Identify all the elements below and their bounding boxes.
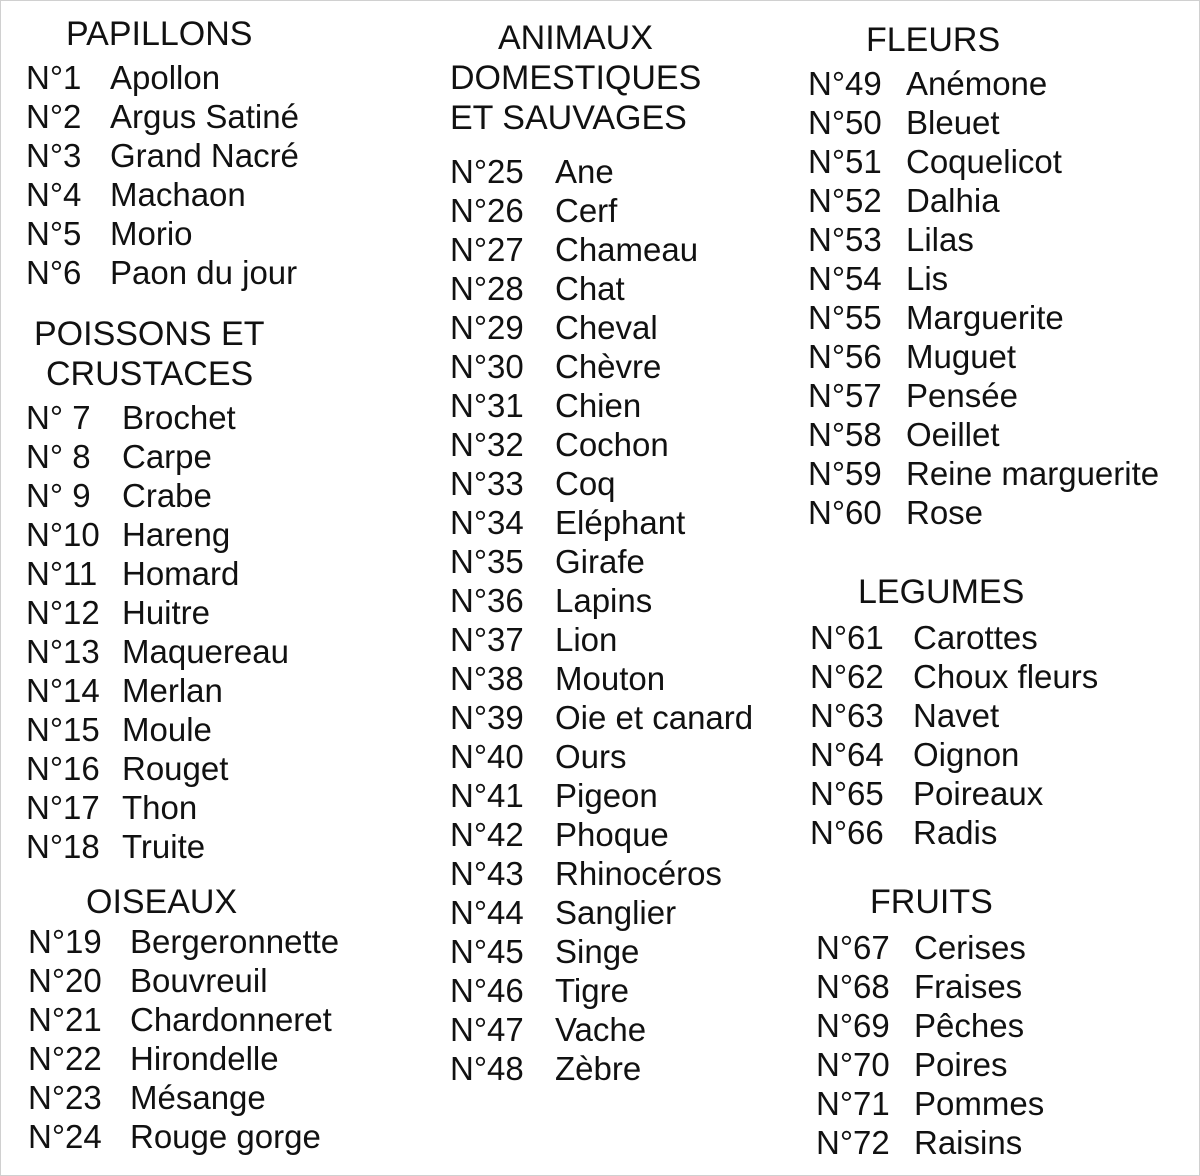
item-name: Muguet xyxy=(906,338,1017,375)
item-name: Brochet xyxy=(122,399,236,436)
list-item xyxy=(808,376,1159,415)
list-item xyxy=(450,932,753,971)
list-item xyxy=(816,1006,1044,1045)
item-name: Reine marguerite xyxy=(906,455,1160,492)
list-item xyxy=(450,698,753,737)
item-name: Lion xyxy=(555,621,618,658)
section-fruits xyxy=(816,882,1044,1162)
item-number: N°29 xyxy=(450,309,524,346)
item-name: Carpe xyxy=(122,438,212,475)
item-name: Fraises xyxy=(914,968,1023,1005)
list-item xyxy=(26,253,299,292)
item-number: N°1 xyxy=(26,59,82,96)
list-item xyxy=(26,749,289,788)
list-item xyxy=(808,220,1159,259)
section-heading-line2: DOMESTIQUES xyxy=(450,59,702,97)
list-item xyxy=(26,515,289,554)
item-number: N°16 xyxy=(26,750,100,787)
item-number: N°65 xyxy=(810,775,884,812)
list-item xyxy=(28,1117,339,1156)
item-name: Bouvreuil xyxy=(130,962,268,999)
list-item xyxy=(26,175,299,214)
section-heading-line1: POISSONS ET xyxy=(34,315,265,353)
list-item xyxy=(450,776,753,815)
item-number: N°53 xyxy=(808,221,882,258)
list-item xyxy=(450,386,753,425)
list-item xyxy=(26,398,289,437)
item-name: Vache xyxy=(555,1011,647,1048)
item-number: N°40 xyxy=(450,738,524,775)
list-item xyxy=(26,437,289,476)
item-name: Oeillet xyxy=(906,416,1000,453)
section-oiseaux xyxy=(28,882,339,1156)
list-item xyxy=(450,347,753,386)
item-name: Rouget xyxy=(122,750,229,787)
item-number: N°64 xyxy=(810,736,884,773)
item-name: Paon du jour xyxy=(110,254,298,291)
section-fleurs xyxy=(808,20,1159,532)
section-heading: FLEURS xyxy=(866,21,1001,59)
item-number: N°23 xyxy=(28,1079,102,1116)
item-number: N°39 xyxy=(450,699,524,736)
section-heading-line1: ANIMAUX xyxy=(498,19,653,57)
item-name: Apollon xyxy=(110,59,221,96)
item-number: N°46 xyxy=(450,972,524,1009)
item-number: N°12 xyxy=(26,594,100,631)
section-poissons-crustaces xyxy=(26,314,289,866)
list-item xyxy=(450,815,753,854)
list-item xyxy=(28,961,339,1000)
list-item xyxy=(810,657,1098,696)
list-item xyxy=(450,1049,753,1088)
item-number: N°24 xyxy=(28,1118,102,1155)
item-number: N°57 xyxy=(808,377,882,414)
list-item xyxy=(450,464,753,503)
item-number: N°54 xyxy=(808,260,882,297)
item-name: Carottes xyxy=(913,619,1038,656)
item-name: Dalhia xyxy=(906,182,1000,219)
item-number: N°68 xyxy=(816,968,890,1005)
item-number: N°47 xyxy=(450,1011,524,1048)
item-number: N°55 xyxy=(808,299,882,336)
item-name: Argus Satiné xyxy=(110,98,299,135)
item-number: N°30 xyxy=(450,348,524,385)
list-item xyxy=(450,425,753,464)
list-item xyxy=(26,214,299,253)
item-number: N°51 xyxy=(808,143,882,180)
item-number: N°49 xyxy=(808,65,882,102)
item-number: N°67 xyxy=(816,929,890,966)
list-item xyxy=(808,103,1159,142)
item-name: Singe xyxy=(555,933,640,970)
item-name: Moule xyxy=(122,711,212,748)
item-list xyxy=(450,152,753,1088)
item-name: Mouton xyxy=(555,660,666,697)
item-name: Rose xyxy=(906,494,984,531)
item-name: Mésange xyxy=(130,1079,266,1116)
item-number: N°72 xyxy=(816,1124,890,1161)
item-number: N°28 xyxy=(450,270,524,307)
item-number: N°34 xyxy=(450,504,524,541)
list-item xyxy=(808,454,1159,493)
item-name: Chien xyxy=(555,387,642,424)
section-heading: PAPILLONS xyxy=(66,15,253,53)
list-item xyxy=(26,710,289,749)
item-number: N°15 xyxy=(26,711,100,748)
section-heading-line2: CRUSTACES xyxy=(46,355,254,393)
item-number: N°14 xyxy=(26,672,100,709)
item-name: Navet xyxy=(913,697,1000,734)
item-name: Chèvre xyxy=(555,348,662,385)
section-heading: OISEAUX xyxy=(86,883,238,921)
list-item xyxy=(816,967,1044,1006)
item-number: N°27 xyxy=(450,231,524,268)
item-number: N°41 xyxy=(450,777,524,814)
list-item xyxy=(26,97,299,136)
item-name: Lapins xyxy=(555,582,653,619)
item-name: Marguerite xyxy=(906,299,1064,336)
item-name: Machaon xyxy=(110,176,246,213)
list-item xyxy=(450,542,753,581)
item-number: N°25 xyxy=(450,153,524,190)
list-item xyxy=(450,893,753,932)
item-name: Bergeronnette xyxy=(130,923,340,960)
item-name: Hirondelle xyxy=(130,1040,279,1077)
item-number: N°4 xyxy=(26,176,82,213)
item-number: N°38 xyxy=(450,660,524,697)
item-number: N°42 xyxy=(450,816,524,853)
item-name: Ane xyxy=(555,153,614,190)
item-number: N°21 xyxy=(28,1001,102,1038)
item-number: N°6 xyxy=(26,254,82,291)
list-item xyxy=(810,774,1098,813)
item-name: Tigre xyxy=(555,972,629,1009)
item-number: N°3 xyxy=(26,137,82,174)
item-number: N°44 xyxy=(450,894,524,931)
item-name: Lis xyxy=(906,260,949,297)
list-item xyxy=(810,813,1098,852)
item-number: N°69 xyxy=(816,1007,890,1044)
list-item xyxy=(450,269,753,308)
list-item xyxy=(808,298,1159,337)
item-name: Lilas xyxy=(906,221,974,258)
item-number: N°10 xyxy=(26,516,100,553)
item-name: Cheval xyxy=(555,309,658,346)
item-name: Thon xyxy=(122,789,198,826)
item-name: Hareng xyxy=(122,516,231,553)
item-name: Chardonneret xyxy=(130,1001,332,1038)
item-name: Rouge gorge xyxy=(130,1118,321,1155)
list-item xyxy=(808,259,1159,298)
section-papillons xyxy=(26,14,299,292)
section-heading-line3: ET SAUVAGES xyxy=(450,99,687,137)
list-item xyxy=(450,191,753,230)
item-number: N° 8 xyxy=(26,438,91,475)
item-name: Eléphant xyxy=(555,504,686,541)
list-item xyxy=(26,58,299,97)
item-name: Chameau xyxy=(555,231,699,268)
item-name: Raisins xyxy=(914,1124,1023,1161)
list-item xyxy=(808,493,1159,532)
section-heading: FRUITS xyxy=(870,883,993,921)
item-number: N°56 xyxy=(808,338,882,375)
item-name: Morio xyxy=(110,215,193,252)
list-item xyxy=(808,415,1159,454)
item-number: N°60 xyxy=(808,494,882,531)
item-name: Cerf xyxy=(555,192,618,229)
item-name: Maquereau xyxy=(122,633,289,670)
list-item xyxy=(808,181,1159,220)
item-number: N°37 xyxy=(450,621,524,658)
list-item xyxy=(28,922,339,961)
item-name: Phoque xyxy=(555,816,669,853)
list-item xyxy=(26,136,299,175)
item-number: N°48 xyxy=(450,1050,524,1087)
item-number: N°18 xyxy=(26,828,100,865)
item-name: Coquelicot xyxy=(906,143,1062,180)
item-number: N°66 xyxy=(810,814,884,851)
list-item xyxy=(810,618,1098,657)
item-number: N°32 xyxy=(450,426,524,463)
item-name: Huitre xyxy=(122,594,211,631)
list-item xyxy=(450,659,753,698)
section-animaux xyxy=(450,18,753,1088)
item-name: Cerises xyxy=(914,929,1026,966)
list-item xyxy=(810,735,1098,774)
item-name: Merlan xyxy=(122,672,223,709)
item-number: N°17 xyxy=(26,789,100,826)
item-name: Radis xyxy=(913,814,998,851)
section-legumes xyxy=(810,572,1098,852)
list-item xyxy=(816,1045,1044,1084)
item-name: Coq xyxy=(555,465,616,502)
list-item xyxy=(810,696,1098,735)
item-number: N°13 xyxy=(26,633,100,670)
list-item xyxy=(450,737,753,776)
list-item xyxy=(450,230,753,269)
item-number: N°26 xyxy=(450,192,524,229)
list-item xyxy=(808,337,1159,376)
item-number: N°71 xyxy=(816,1085,890,1122)
item-name: Pigeon xyxy=(555,777,658,814)
item-name: Oie et canard xyxy=(555,699,754,736)
item-number: N° 7 xyxy=(26,399,91,436)
list-item xyxy=(26,632,289,671)
item-number: N°35 xyxy=(450,543,524,580)
item-name: Homard xyxy=(122,555,240,592)
item-list xyxy=(808,64,1159,532)
item-name: Poireaux xyxy=(913,775,1044,812)
item-number: N°11 xyxy=(26,555,98,592)
list-item xyxy=(26,554,289,593)
item-list xyxy=(26,58,299,292)
list-item xyxy=(26,788,289,827)
list-item xyxy=(26,476,289,515)
item-number: N°45 xyxy=(450,933,524,970)
item-list xyxy=(810,618,1098,852)
section-heading: LEGUMES xyxy=(858,573,1025,611)
item-list xyxy=(816,928,1044,1162)
list-item xyxy=(816,928,1044,967)
item-name: Pensée xyxy=(906,377,1018,414)
item-number: N°33 xyxy=(450,465,524,502)
item-name: Ours xyxy=(555,738,627,775)
item-number: N°5 xyxy=(26,215,82,252)
list-item xyxy=(450,854,753,893)
item-number: N°70 xyxy=(816,1046,890,1083)
item-name: Grand Nacré xyxy=(110,137,299,174)
item-name: Choux fleurs xyxy=(913,658,1099,695)
list-item xyxy=(28,1000,339,1039)
item-number: N°50 xyxy=(808,104,882,141)
item-name: Oignon xyxy=(913,736,1020,773)
item-number: N°52 xyxy=(808,182,882,219)
item-name: Sanglier xyxy=(555,894,677,931)
item-name: Cochon xyxy=(555,426,669,463)
item-name: Poires xyxy=(914,1046,1008,1083)
item-number: N°62 xyxy=(810,658,884,695)
list-item xyxy=(450,308,753,347)
item-list xyxy=(26,398,289,866)
list-item xyxy=(450,1010,753,1049)
item-name: Crabe xyxy=(122,477,212,514)
item-name: Pommes xyxy=(914,1085,1045,1122)
item-name: Bleuet xyxy=(906,104,1000,141)
item-name: Rhinocéros xyxy=(555,855,722,892)
item-list xyxy=(28,922,339,1156)
list-item xyxy=(26,671,289,710)
list-item xyxy=(816,1084,1044,1123)
item-name: Pêches xyxy=(914,1007,1025,1044)
item-number: N°31 xyxy=(450,387,524,424)
item-number: N°58 xyxy=(808,416,882,453)
item-name: Anémone xyxy=(906,65,1048,102)
item-number: N°20 xyxy=(28,962,102,999)
item-number: N°36 xyxy=(450,582,524,619)
list-item xyxy=(808,64,1159,103)
item-number: N°2 xyxy=(26,98,82,135)
list-item xyxy=(450,503,753,542)
item-number: N° 9 xyxy=(26,477,91,514)
item-number: N°59 xyxy=(808,455,882,492)
list-item xyxy=(450,971,753,1010)
item-name: Chat xyxy=(555,270,625,307)
item-number: N°63 xyxy=(810,697,884,734)
list-item xyxy=(26,593,289,632)
list-item xyxy=(28,1039,339,1078)
list-item xyxy=(450,152,753,191)
item-name: Truite xyxy=(122,828,206,865)
item-number: N°61 xyxy=(810,619,884,656)
list-item xyxy=(28,1078,339,1117)
item-number: N°22 xyxy=(28,1040,102,1077)
item-number: N°43 xyxy=(450,855,524,892)
list-item xyxy=(26,827,289,866)
list-item xyxy=(450,581,753,620)
item-name: Zèbre xyxy=(555,1050,642,1087)
item-number: N°19 xyxy=(28,923,102,960)
list-item xyxy=(808,142,1159,181)
list-item xyxy=(450,620,753,659)
list-item xyxy=(816,1123,1044,1162)
item-name: Girafe xyxy=(555,543,645,580)
